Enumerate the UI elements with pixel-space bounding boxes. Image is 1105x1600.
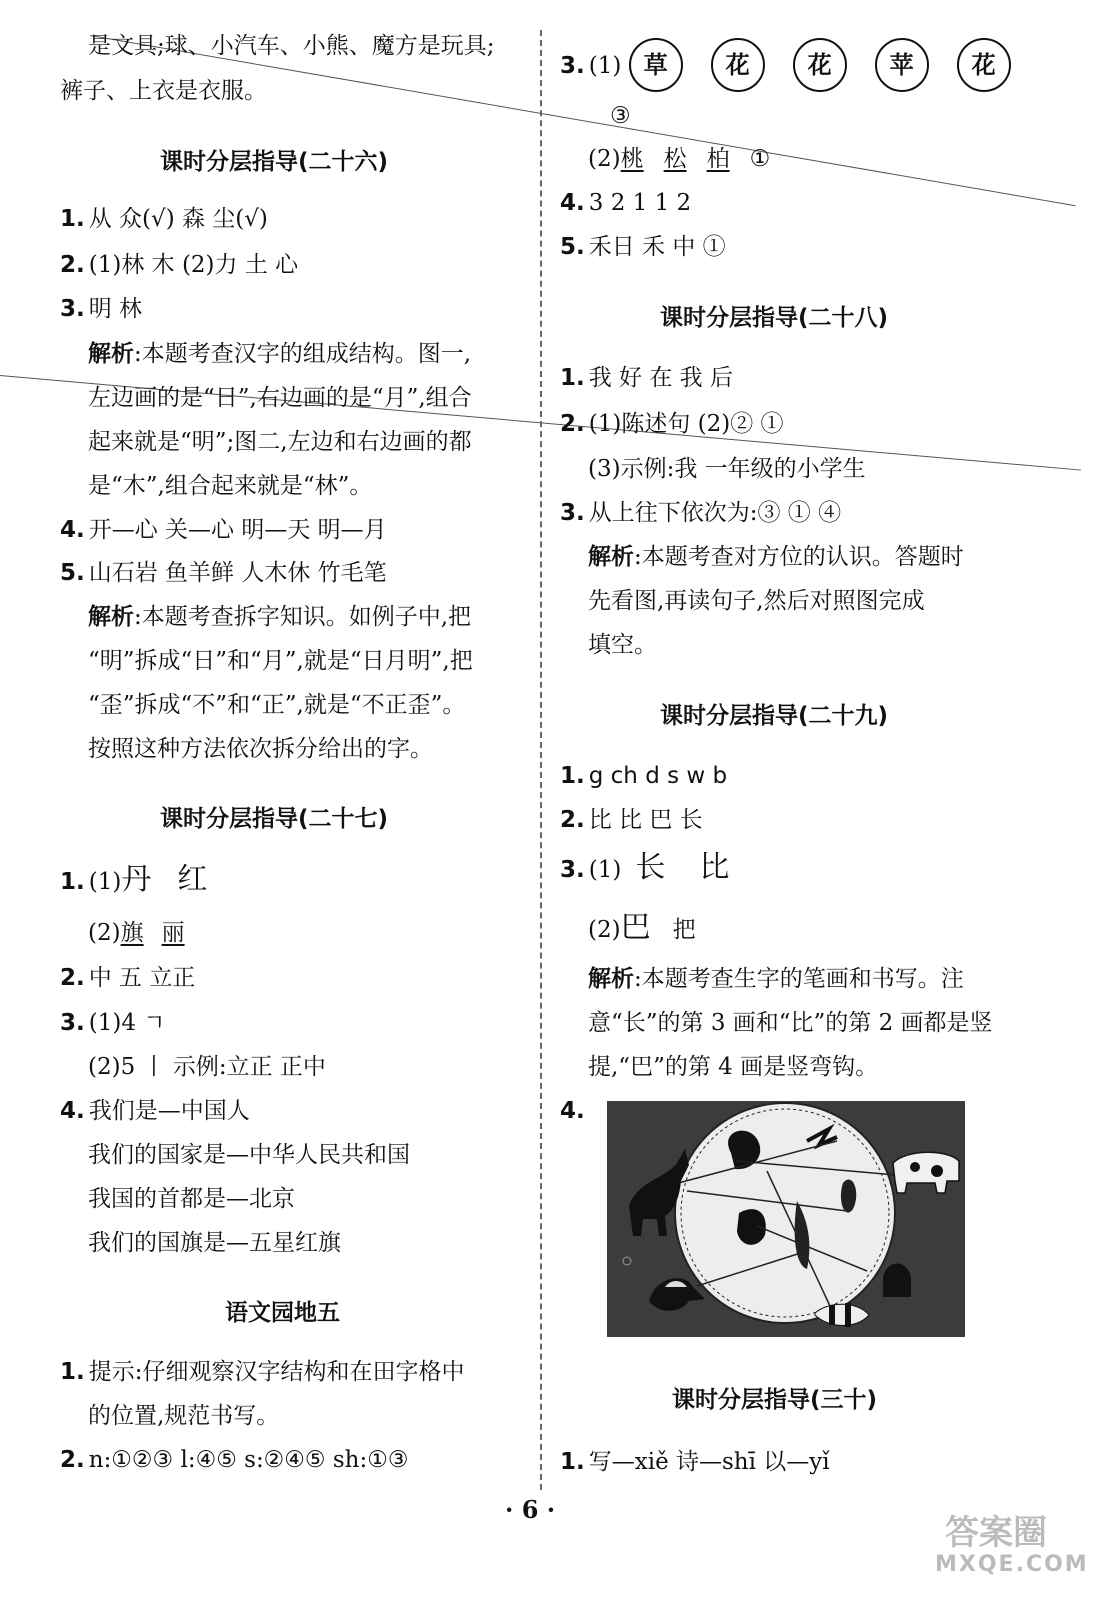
s29-q3 bbox=[560, 852, 729, 886]
matching-diagram bbox=[607, 1101, 965, 1337]
s26-q4-text: 开—心 关—心 明—天 明—月 bbox=[88, 517, 387, 543]
s26-q3-explanation-3: 起来就是“明”;图二,左边和右边画的都 bbox=[88, 429, 472, 455]
handwritten-char: 丹 bbox=[121, 862, 152, 897]
matching-illustration bbox=[607, 1101, 965, 1337]
section-title-29: 课时分层指导(二十九) bbox=[660, 703, 889, 729]
q-number: 3. bbox=[560, 500, 585, 526]
top-q3-b-prefix: (2) bbox=[588, 146, 621, 172]
top-q3-prefix: (1) bbox=[588, 53, 622, 79]
explanation-label: 解析 bbox=[588, 544, 634, 570]
garden-q1-line-2: 的位置,规范书写。 bbox=[88, 1403, 280, 1429]
q-number: 1. bbox=[560, 365, 585, 391]
circled-char: 苹 bbox=[875, 38, 929, 92]
underlined-char: 旗 bbox=[120, 920, 144, 946]
s29-q3-explanation-2: 意“长”的第 3 画和“比”的第 2 画都是竖 bbox=[588, 1010, 993, 1036]
s27-q4-line-1: 我们是—中国人 bbox=[88, 1098, 250, 1124]
top-q4 bbox=[560, 187, 691, 219]
s26-q1 bbox=[60, 203, 268, 235]
s27-q2-text: 中 五 立正 bbox=[88, 965, 196, 991]
section-title-28: 课时分层指导(二十八) bbox=[660, 305, 889, 331]
q-number: 1. bbox=[560, 1449, 585, 1475]
underlined-char: 丽 bbox=[161, 920, 185, 946]
s28-q2-a-text: (1)陈述句 (2)② ① bbox=[588, 411, 784, 437]
s26-q3 bbox=[60, 293, 142, 325]
garden-q2 bbox=[60, 1444, 408, 1476]
s29-q3-b-prefix: (2) bbox=[588, 917, 621, 943]
circled-char: 草 bbox=[629, 38, 683, 92]
circled-char: 花 bbox=[957, 38, 1011, 92]
bird-tail-icon bbox=[737, 1209, 766, 1245]
garden-q1-line-1: 提示:仔细观察汉字结构和在田字格中 bbox=[88, 1359, 465, 1385]
s28-q2-b: (3)示例:我 一年级的小学生 bbox=[588, 456, 866, 482]
watermark-logo: 答案圈 bbox=[945, 1513, 1047, 1553]
q-number: 4. bbox=[60, 517, 85, 543]
q-number: 2. bbox=[60, 965, 85, 991]
s26-q5-text: 山石岩 鱼羊鲜 人木休 竹毛笔 bbox=[88, 560, 387, 586]
s26-q3-text: 明 林 bbox=[88, 296, 143, 322]
s30-q1 bbox=[560, 1446, 830, 1478]
s27-q4-line-3: 我国的首都是—北京 bbox=[88, 1186, 295, 1212]
q-number: 2. bbox=[60, 1447, 85, 1473]
section-title-30: 课时分层指导(三十) bbox=[672, 1387, 878, 1413]
section-title-garden: 语文园地五 bbox=[225, 1300, 340, 1326]
garden-q2-text: n:①②③ l:④⑤ s:②④⑤ sh:①③ bbox=[88, 1447, 409, 1473]
s26-q1-text: 从 众(√) 森 尘(√) bbox=[88, 206, 268, 232]
q-number: 1. bbox=[60, 206, 85, 232]
circled-char: 花 bbox=[793, 38, 847, 92]
column-divider bbox=[540, 30, 542, 1490]
s28-q3 bbox=[560, 497, 841, 529]
s29-q3-prefix: (1) bbox=[588, 857, 622, 883]
s27-q3-a-text: (1)4 ㄱ bbox=[88, 1010, 166, 1036]
explanation-text: :本题考查汉字的组成结构。图一, bbox=[134, 341, 472, 367]
s26-q3-explanation-1 bbox=[60, 338, 471, 370]
section-title-27: 课时分层指导(二十七) bbox=[160, 806, 389, 832]
handwritten-char: 巴 bbox=[620, 910, 651, 945]
s29-q1-text: g ch d s w b bbox=[588, 763, 728, 789]
explanation-label: 解析 bbox=[588, 966, 634, 992]
s26-q5-explanation-3: “歪”拆成“不”和“正”,就是“不正歪”。 bbox=[88, 692, 466, 718]
explanation-text: :本题考查拆字知识。如例子中,把 bbox=[134, 604, 472, 630]
s29-q4 bbox=[560, 1095, 589, 1127]
s28-q3-explanation-3: 填空。 bbox=[588, 632, 657, 658]
q-number: 3. bbox=[60, 296, 85, 322]
s27-q3-a bbox=[60, 1007, 166, 1039]
q-number: 3. bbox=[60, 1010, 85, 1036]
watermark-url: MXQE.COM bbox=[935, 1552, 1089, 1577]
s27-q4-line-4: 我们的国旗是—五星红旗 bbox=[88, 1230, 341, 1256]
s29-q2-text: 比 比 巴 长 bbox=[588, 807, 703, 833]
q-number: 5. bbox=[60, 560, 85, 586]
s27-q1-a bbox=[60, 864, 207, 898]
cat-icon bbox=[883, 1264, 911, 1298]
page-number: · 6 · bbox=[505, 1495, 556, 1524]
s29-q3-b bbox=[560, 912, 696, 946]
underlined-char: 桃 bbox=[620, 146, 644, 172]
s26-q4 bbox=[60, 514, 387, 546]
s26-q2-text: (1)林 木 (2)力 土 心 bbox=[88, 252, 299, 278]
top-q3-b-mark: ① bbox=[749, 146, 771, 172]
q-number: 3. bbox=[560, 53, 585, 79]
s27-q4-line-2: 我们的国家是—中华人民共和国 bbox=[88, 1142, 410, 1168]
q-number: 1. bbox=[60, 1359, 85, 1385]
s30-q1-text: 写—xiě 诗—shī 以—yǐ bbox=[588, 1449, 830, 1475]
s27-q1-b-prefix: (2) bbox=[88, 920, 121, 946]
s28-q3-text: 从上往下依次为:③ ① ④ bbox=[588, 500, 842, 526]
top-q3-b bbox=[560, 143, 770, 175]
s29-q1 bbox=[560, 760, 727, 792]
s27-q3-b: (2)5 丨 示例:立正 正中 bbox=[88, 1054, 326, 1080]
top-q5 bbox=[560, 231, 726, 263]
underlined-char: 柏 bbox=[706, 146, 730, 172]
s26-q5-explanation-1 bbox=[60, 601, 471, 633]
handwritten-char: 红 bbox=[177, 862, 208, 897]
s28-q3-explanation-1 bbox=[560, 541, 964, 573]
q-number: 4. bbox=[560, 1098, 585, 1124]
s27-q1-a-prefix: (1) bbox=[88, 869, 122, 895]
top-q4-text: 3 2 1 1 2 bbox=[588, 190, 692, 216]
s28-q1-text: 我 好 在 我 后 bbox=[588, 365, 733, 391]
handwritten-char: 比 bbox=[699, 850, 730, 885]
q-number: 4. bbox=[60, 1098, 85, 1124]
s27-q1-b bbox=[60, 917, 185, 949]
q-number: 1. bbox=[560, 763, 585, 789]
top-q5-text: 禾日 禾 中 ① bbox=[588, 234, 726, 260]
intro-line-1: 是文具;球、小汽车、小熊、魔方是玩具; bbox=[88, 33, 495, 59]
s26-q3-explanation-4: 是“木”,组合起来就是“林”。 bbox=[88, 473, 373, 499]
q-number: 2. bbox=[560, 807, 585, 833]
s26-q5-explanation-4: 按照这种方法依次拆分给出的字。 bbox=[88, 736, 433, 762]
s26-q5 bbox=[60, 557, 387, 589]
q-number: 4. bbox=[560, 190, 585, 216]
explanation-text: :本题考查生字的笔画和书写。注 bbox=[634, 966, 964, 992]
top-q3 bbox=[560, 38, 1039, 94]
s26-q2 bbox=[60, 249, 298, 281]
intro-line-2: 裤子、上衣是衣服。 bbox=[60, 78, 267, 104]
underlined-char: 松 bbox=[663, 146, 687, 172]
q-number: 3. bbox=[560, 857, 585, 883]
s28-q2-a bbox=[560, 408, 784, 440]
s29-q3-explanation-1 bbox=[560, 963, 964, 995]
circled-char: 花 bbox=[711, 38, 765, 92]
s26-q3-explanation-2: 左边画的是“日”,右边画的是“月”,组合 bbox=[88, 385, 472, 411]
q-number: 2. bbox=[60, 252, 85, 278]
explanation-label: 解析 bbox=[88, 604, 134, 630]
q-number: 5. bbox=[560, 234, 585, 260]
explanation-text: :本题考查对方位的认识。答题时 bbox=[634, 544, 964, 570]
s29-q3-explanation-3: 提,“巴”的第 4 画是竖弯钩。 bbox=[588, 1054, 879, 1080]
explanation-label: 解析 bbox=[88, 341, 134, 367]
garden-q1 bbox=[60, 1356, 465, 1388]
s29-q2 bbox=[560, 804, 703, 836]
s28-q1 bbox=[560, 362, 733, 394]
s28-q3-explanation-2: 先看图,再读句子,然后对照图完成 bbox=[588, 588, 925, 614]
q-number: 2. bbox=[560, 411, 585, 437]
section-title-26: 课时分层指导(二十六) bbox=[160, 149, 389, 175]
s26-q5-explanation-2: “明”拆成“日”和“月”,就是“日月明”,把 bbox=[88, 648, 473, 674]
s29-q3-b-word: 把 bbox=[672, 917, 696, 943]
handwritten-char: 长 bbox=[635, 850, 666, 885]
s27-q2 bbox=[60, 962, 195, 994]
q-number: 1. bbox=[60, 869, 85, 895]
top-q3-mark: ③ bbox=[610, 103, 631, 129]
s27-q4 bbox=[60, 1095, 250, 1127]
